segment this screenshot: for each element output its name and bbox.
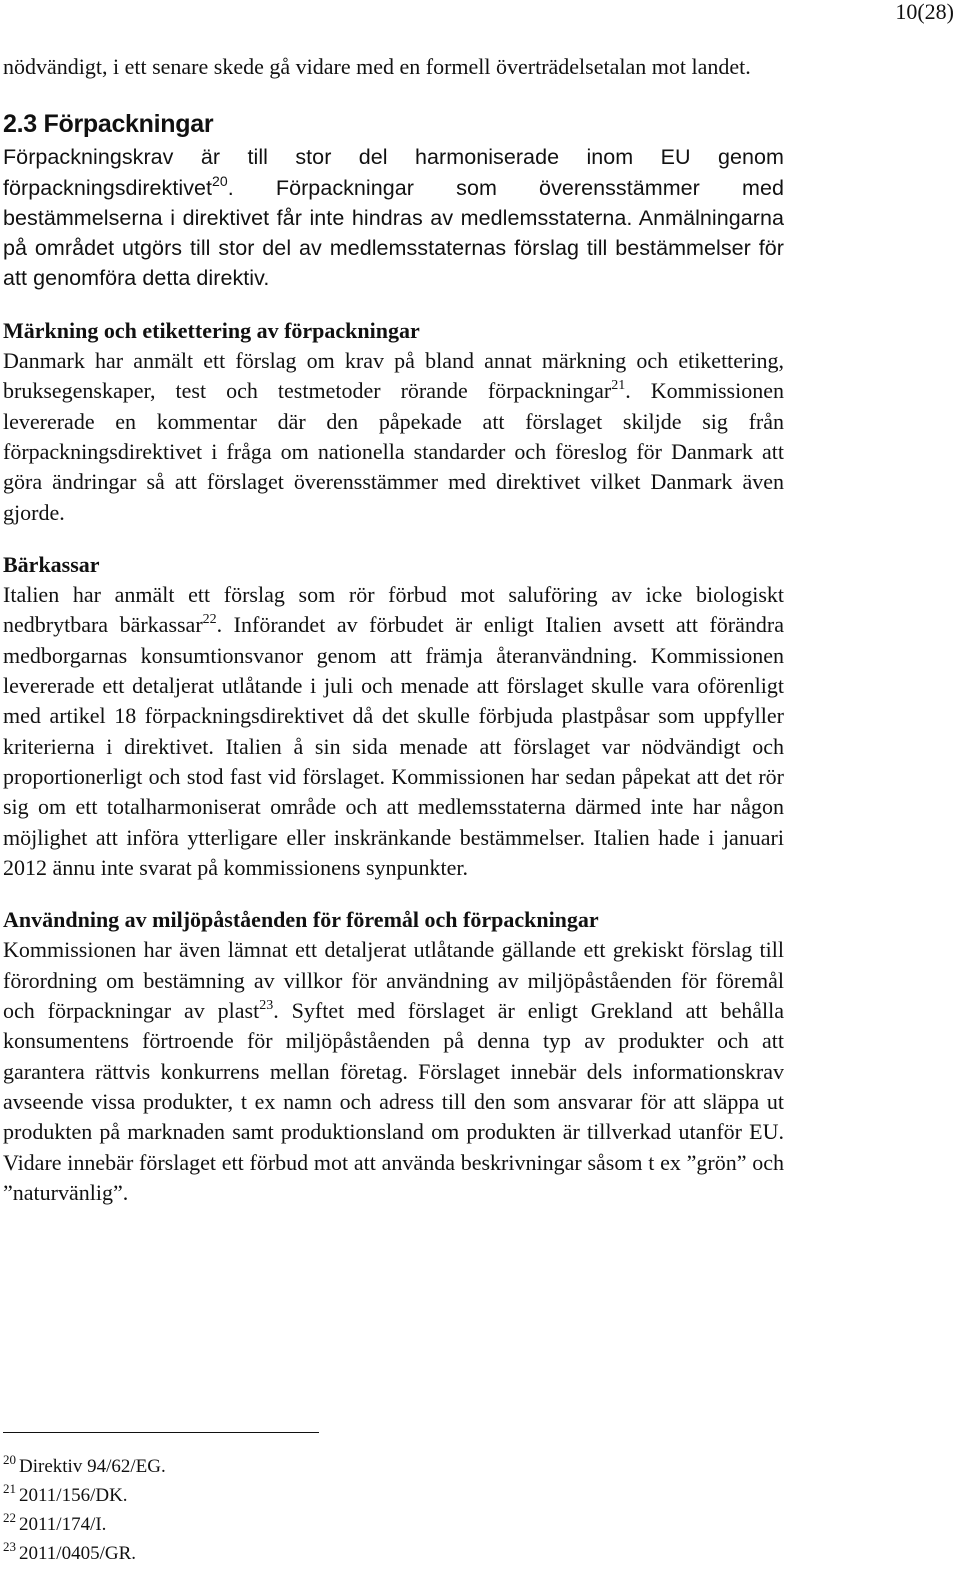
footnote-number: 23: [3, 1539, 16, 1554]
footnote-text: Direktiv 94/62/EG.: [19, 1456, 166, 1477]
footnote-ref-22[interactable]: 22: [202, 612, 217, 628]
marking-paragraph: [3, 346, 784, 528]
section-text-b: . Förpackningar som överensstämmer med bestämmelserna i direktivet får inte hindras av medlemsstaterna. Anmälningarna på området utgörs till stor del av medlemsstaternas förslag till bestämmelser för att genomföra detta direktiv.: [3, 175, 784, 291]
footnote-item: [3, 1481, 166, 1510]
bags-paragraph: [3, 580, 784, 883]
footnote-ref-23[interactable]: 23: [259, 998, 274, 1014]
bags-heading: Bärkassar: [3, 551, 100, 577]
footnote-number: 20: [3, 1452, 16, 1467]
env-claims-text-a: Kommissionen har även lämnat ett detaljerat utlåtande gällande ett grekiskt förslag till förordning om bestämning av villkor för användning av miljöpåståenden för föremål och förpackningar av plast: [3, 937, 784, 1024]
bags-text-a: Italien har anmält ett förslag som rör förbud mot saluföring av icke biologiskt nedbrytbara bärkassar: [3, 582, 784, 638]
footnote-ref-20[interactable]: 20: [212, 172, 228, 189]
env-claims-text-b: . Syftet med förslaget är enligt Grekland att behålla konsumentens förtroende för miljöpåståenden på denna typ av produkter och att garantera rättvis konkurrens mellan företag. Förslaget innebär dels informationskrav avseende vissa produkter, t ex namn och adress till den som ansvarar för att släppa ut produkten på marknaden samt produktionsland om produkten är tillverkad utanför EU. Vidare innebär förslaget ett förbud mot att använda beskrivningar såsom t ex ”grön” och ”naturvänlig”.: [3, 998, 784, 1205]
footnote-ref-21[interactable]: 21: [611, 378, 626, 394]
footnote-item: [3, 1510, 166, 1539]
footnote-item: [3, 1452, 166, 1481]
section-text-a: Förpackningskrav är till stor del harmoniserade inom EU genom förpackningsdirektivet: [3, 145, 784, 200]
footnote-number: 22: [3, 1510, 16, 1525]
env-claims-heading: Användning av miljöpåståenden för föremål och förpackningar: [3, 907, 599, 933]
footnote-text: 2011/156/DK.: [19, 1485, 128, 1506]
marking-text-a: Danmark har anmält ett förslag om krav på bland annat märkning och etikettering, bruksegenskaper, test och testmetoder rörande förpackningar: [3, 348, 784, 404]
marking-heading: Märkning och etikettering av förpackningar: [3, 317, 420, 343]
footnote-text: 2011/174/I.: [19, 1514, 107, 1535]
env-claims-paragraph: [3, 935, 784, 1208]
bags-text-b: . Införandet av förbudet är enligt Italien avsett att förändra medborgarnas konsumtionsvanor genom att främja återanvändning. Kommissionen levererade ett detaljerat utlåtande i juli och menade att förslaget skulle vara oförenligt med artikel 18 förpackningsdirektivet då det skulle förbjuda plastpåsar som uppfyller kriterierna i direktivet. Italien å sin sida menade att förslaget var nödvändigt och proportionerligt och stod fast vid förslaget. Kommissionen har sedan påpekat att det rör sig om ett totalharmoniserat område och att medlemsstaterna därmed inte har någon möjlighet att införa ytterligare eller inskränkande bestämmelser. Italien hade i januari 2012 ännu inte svarat på kommissionens synpunkter.: [3, 612, 784, 880]
document-body: [3, 52, 784, 1208]
intro-paragraph: nödvändigt, i ett senare skede gå vidare med en formell överträdelsetalan mot landet.: [3, 54, 751, 79]
section-title: 2.3 Förpackningar: [3, 110, 214, 139]
footnotes: [3, 1452, 166, 1568]
footnote-text: 2011/0405/GR.: [19, 1543, 136, 1564]
page-number: 10(28): [895, 0, 954, 24]
section-paragraph: [3, 142, 784, 293]
marking-text-b: . Kommissionen levererade en kommentar där den påpekade att förslaget skiljde sig från förpackningsdirektivet i fråga om nationella standarder och föreslog för Danmark att göra ändringar så att förslaget överensstämmer med direktivet vilket Danmark även gjorde.: [3, 378, 784, 525]
footnote-number: 21: [3, 1481, 16, 1496]
footnote-separator: [3, 1432, 319, 1433]
footnote-item: [3, 1539, 166, 1568]
